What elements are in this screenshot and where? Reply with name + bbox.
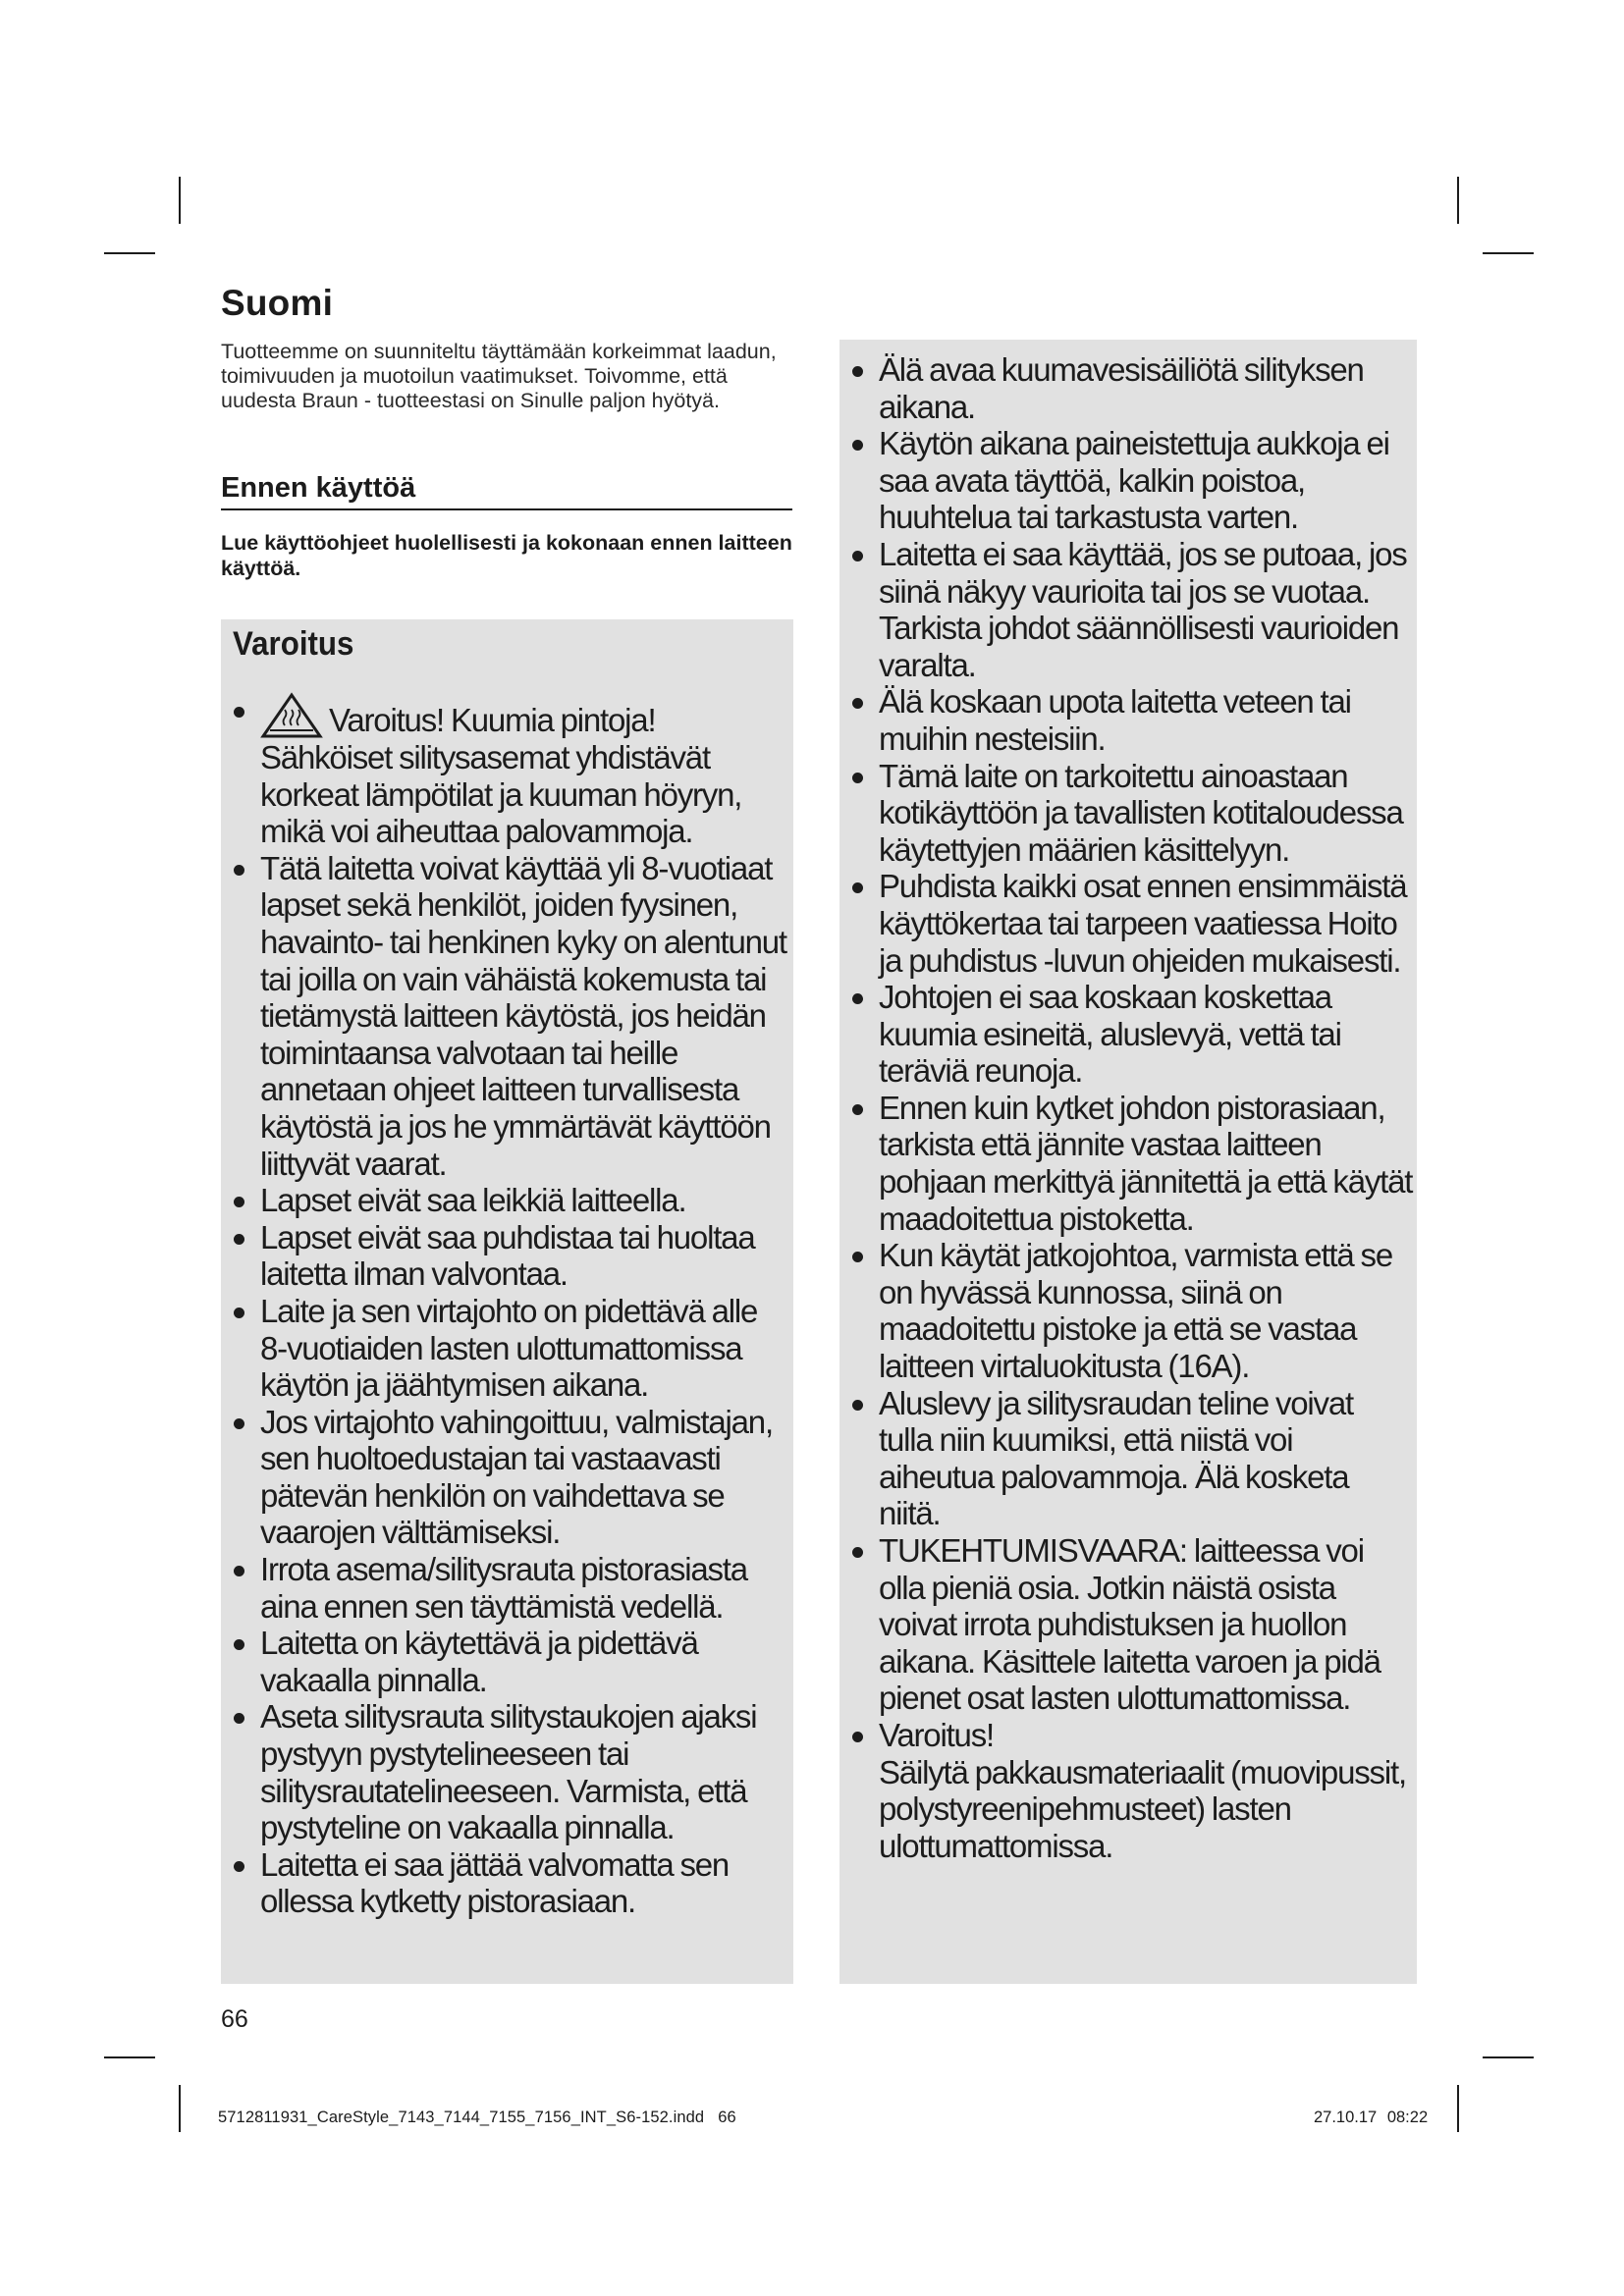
list-item (847, 1717, 1413, 1864)
crop-mark-bottom-left (179, 2085, 181, 2132)
intro-paragraph: Tuotteemme on suunniteltu täyttämään korkeimmat laadun, toimivuuden ja muotoilun vaatimukset. Toivomme, että uudesta Braun - tuotteestasi on Sinulle paljon hyötyä. (221, 340, 777, 412)
list-item-text: Laitetta ei saa käyttää, jos se putoaa, jos siinä näkyy vaurioita tai jos se vuotaa. Tarkista johdot säännöllisesti vaurioiden varalta. (879, 535, 1407, 683)
safety-list (847, 351, 1413, 1864)
list-item (847, 1090, 1413, 1237)
crop-mark-top-right-h (1483, 252, 1534, 254)
crop-mark-top-left-h (104, 252, 155, 254)
list-item-text: Älä koskaan upota laitetta veteen tai muihin nesteisiin. (879, 683, 1351, 757)
list-item-text: TUKEHTUMISVAARA: laitteessa voi olla pieniä osia. Jotkin näistä osista voivat irrota puhdistuksen ja huollon aikana. Käsittele laitetta varoen ja pidä pienet osat lasten ulottumattomissa. (879, 1532, 1380, 1717)
list-item (229, 1293, 790, 1404)
list-item-text: Laitetta on käytettävä ja pidettävä vakaalla pinnalla. (260, 1625, 698, 1698)
print-date: 27.10.17 (1314, 2109, 1378, 2126)
file-info (218, 2109, 736, 2127)
list-item-text: Tämä laite on tarkoitettu ainoastaan kotikäyttöön ja tavallisten kotitaloudessa käytettyjen määrien käsittelyyn. (879, 757, 1403, 868)
list-item-text: Varoitus! Kuumia pintoja! Sähköiset silitysasemat yhdistävät korkeat lämpötilat ja kuuman höyryn, mikä voi aiheuttaa palovammoja. (260, 702, 742, 850)
list-item (847, 351, 1413, 425)
list-item-text: Johtojen ei saa koskaan koskettaa kuumia esineitä, aluslevyä, vettä tai teräviä reunoja. (879, 979, 1341, 1090)
list-item-text: Laitetta ei saa jättää valvomatta sen ollessa kytketty pistorasiaan. (260, 1845, 730, 1920)
list-item (847, 979, 1413, 1090)
list-item (229, 1846, 790, 1920)
list-item (847, 1237, 1413, 1384)
list-item-text: Käytön aikana paineistettuja aukkoja ei saa avata täyttöä, kalkin poistoa, huuhtelua tai tarkastusta varten. (879, 425, 1389, 536)
list-item (847, 425, 1413, 536)
list-item (229, 1219, 790, 1293)
list-item-text: Varoitus! (879, 1716, 994, 1753)
print-timestamp (1314, 2109, 1428, 2127)
list-item (847, 758, 1413, 869)
page-title: Suomi (221, 283, 334, 323)
crop-mark-top-left (179, 177, 181, 224)
list-item-text: Älä avaa kuumavesisäiliötä silityksen aikana. (879, 351, 1364, 425)
section-heading: Ennen käyttöä (221, 472, 792, 510)
crop-mark-bottom-right (1457, 2085, 1459, 2132)
safety-panel (839, 340, 1417, 1984)
list-item-text: Tätä laitetta voivat käyttää yli 8-vuotiaat lapset sekä henkilöt, joiden fyysinen, havainto- tai henkinen kyky on alentunut tai joilla on vain vähäistä kokemusta tai tietämystä laitteen käytöstä, jos heidän toimintaansa valvotaan tai heille annetaan ohjeet laitteen turvallisesta käytöstä ja jos he ymmärtävät käyttöön liittyvät vaarat. (260, 849, 786, 1182)
list-item (229, 850, 790, 1182)
crop-mark-top-right (1457, 177, 1459, 224)
list-item (847, 868, 1413, 979)
file-info-text: 5712811931_CareStyle_7143_7144_7155_7156_INT_S6-152.indd 66 (218, 2109, 736, 2126)
list-item-text: Aluslevy ja silitysraudan teline voivat tulla niin kuumiksi, että niistä voi aiheutua palovammoja. Älä kosketa niitä. (879, 1384, 1353, 1532)
list-item (229, 1404, 790, 1551)
list-item (229, 692, 790, 850)
list-item (229, 1551, 790, 1625)
hot-surface-warning-icon (260, 692, 323, 739)
warning-list (229, 692, 790, 1920)
list-item (847, 1385, 1413, 1532)
bold-instruction: Lue käyttöohjeet huolellisesti ja kokonaan ennen laitteen käyttöä. (221, 531, 792, 580)
list-item (229, 1625, 790, 1698)
list-item (847, 683, 1413, 757)
list-item-text: Ennen kuin kytket johdon pistorasiaan, tarkista että jännite vastaa laitteen pohjaan merkittyä jännitettä ja että käytät maadoitettua pistoketta. (879, 1089, 1413, 1237)
crop-mark-bottom-left-h (104, 2056, 155, 2058)
list-item-text: Lapset eivät saa leikkiä laitteella. (260, 1182, 686, 1219)
list-item-text: Jos virtajohto vahingoittuu, valmistajan, sen huoltoedustajan tai vastaavasti pätevän henkilön on vaihdettava se vaarojen välttämiseksi. (260, 1403, 773, 1551)
list-item-text: Puhdista kaikki osat ennen ensimmäistä käyttökertaa tai tarpeen vaatiessa Hoito ja puhdistus -luvun ohjeiden mukaisesti. (879, 868, 1407, 979)
list-item-text: Aseta silitysrauta silitystaukojen ajaksi pystyyn pystytelineeseen tai silitysrautatelineeseen. Varmista, että pystyteline on vakaalla pinnalla. (260, 1698, 757, 1846)
list-item (229, 1698, 790, 1845)
page-number: 66 (221, 2005, 248, 2033)
crop-mark-bottom-right-h (1483, 2056, 1534, 2058)
list-item-text: Laite ja sen virtajohto on pidettävä alle 8-vuotiaiden lasten ulottumattomissa käytön ja jäähtymisen aikana. (260, 1292, 758, 1404)
warning-panel-title: Varoitus (233, 625, 354, 663)
list-item-text: Kun käytät jatkojohtoa, varmista että se on hyvässä kunnossa, siinä on maadoitettu pistoke ja että se vastaa laitteen virtaluokitusta (16A). (879, 1237, 1392, 1385)
list-item (229, 1182, 790, 1219)
list-item-text: Lapset eivät saa puhdistaa tai huoltaa laitetta ilman valvontaa. (260, 1218, 755, 1293)
print-time: 08:22 (1386, 2109, 1429, 2126)
list-item-text: Irrota asema/silitysrauta pistorasiasta aina ennen sen täyttämistä vedellä. (260, 1551, 747, 1625)
list-item-text: Säilytä pakkausmateriaalit (muovipussit, polystyreenipehmusteet) lasten ulottumattomissa. (879, 1753, 1406, 1864)
warning-panel (221, 619, 793, 1984)
list-item (847, 1532, 1413, 1717)
list-item (847, 536, 1413, 683)
